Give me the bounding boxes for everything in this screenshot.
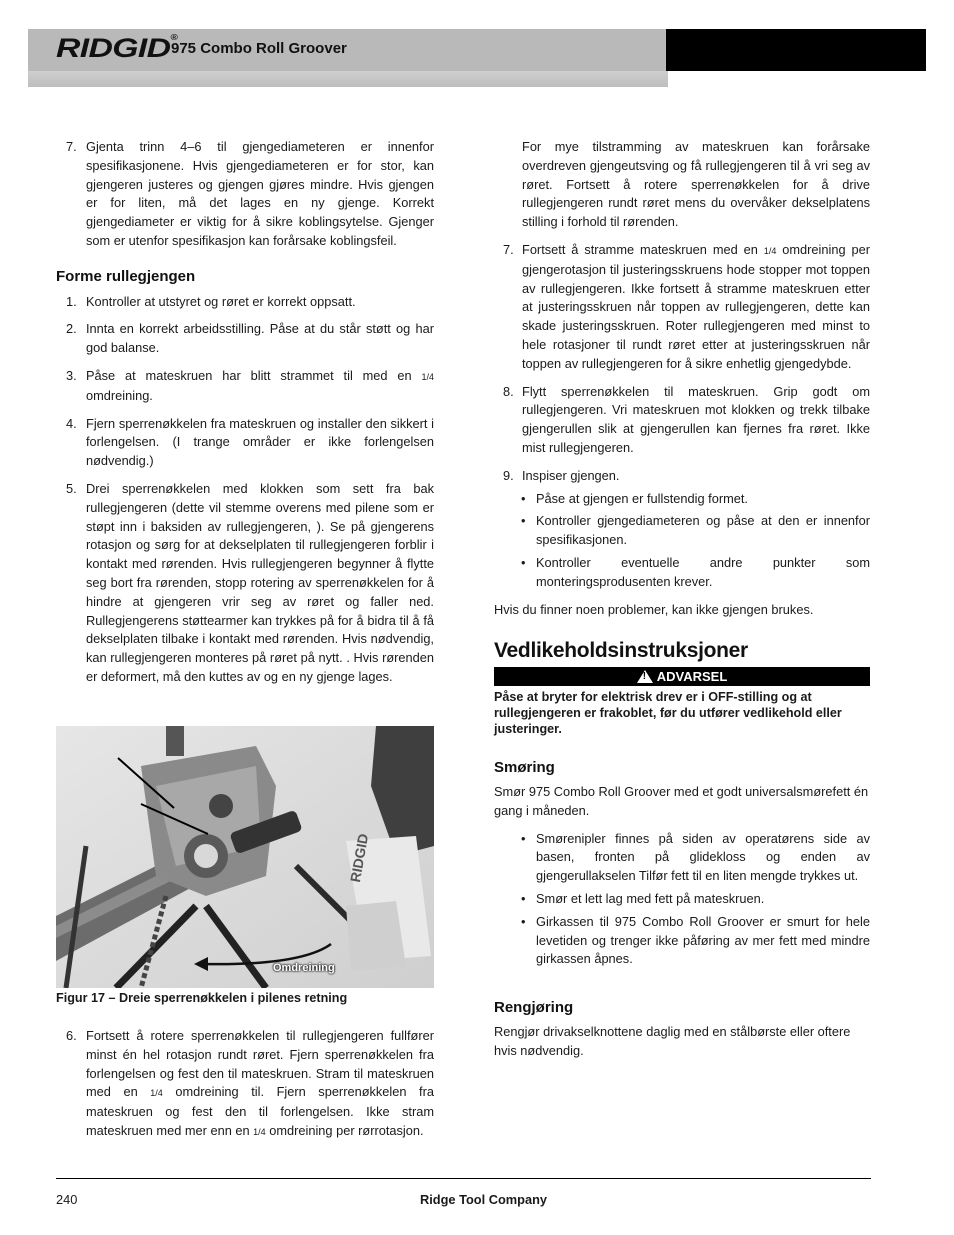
header-black-block — [666, 29, 926, 71]
warning-banner — [494, 667, 870, 686]
step-item: 9. Inspiser gjengen. — [503, 467, 620, 483]
step-item: 3. Påse at mateskruen har blitt strammet til med en 1/4 omdreining. — [66, 367, 434, 403]
step-item: 7. Fortsett å stramme mateskruen med en 1/4 omdreining per gjengerotasjon til justeringsskruens hode stopper mot toppen av rullegjengeren. Ikke fortsett å stramme mateskruen etter at justeringsskruen når toppen av rullegjengeren, dette kan skade justeringsskruen. Roter rullegjengeren med minst to hele rotasjoner til rundt røret etter at justeringsskruen når toppen av rullegjengeren for å sikre enhetlig gjengedybde. — [503, 241, 870, 371]
header-underline — [28, 71, 668, 87]
cleaning-heading: Rengjøring — [494, 999, 574, 1017]
groover-illustration — [56, 726, 434, 988]
step-item: 5. Drei sperrenøkkelen med klokken som sett fra bak rullegjengeren (dette vil stemme overens med pilene som er støpt inn i baksiden av rullegjengeren, ). Se på gjengerens rotasjon og sørg for at dekselplaten til rullegjengeren forblir i kontakt med rørenden. Hvis rullegjengeren begynner å flytte seg bort fra rørenden, stopp rotering av sperrenøkkelen for å hindre at gjengeren vrir seg av røret og faller ned. Rullegjengerens støttearmer kan trykkes på for å bidra til å få dekselplaten tilbake i kontakt med rørenden. Hvis nødvendig, kan rullegjengeren monteres på røret på nytt. . Hvis rørenden er deformert, må den kuttes av og en ny gjenge lages. — [66, 480, 434, 684]
step-item: 7. Gjenta trinn 4–6 til gjengediameteren er innenfor spesifikasjonene. Hvis gjengediameteren er for stor, kan gjengeren justeres og gjengen gjøres mindre. Hvis gjengen er for liten, må det lages en ny gjenge. Korrekt gjengediameter er viktig for å sikre koblingsytelse. Gjenger som er utenfor spesifikasjon kan forårsake koblingsfeil. — [66, 139, 434, 248]
step-text: Fjern sperrenøkkelen fra mateskruen og installer den sikkert i forlengelsen. (I trange områder er ikke forlengelsen nødvendig.) — [86, 415, 434, 469]
bullet-item: • Girkassen til 975 Combo Roll Groover er smurt for hele levetiden og trenger ikke påføring av mer fett med mindre girkassen åpnes. — [521, 913, 870, 967]
step-text: Inspiser gjengen. — [522, 467, 620, 483]
step-text: Innta en korrekt arbeidsstilling. Påse at du står støtt og har god balanse. — [86, 321, 434, 356]
fraction: 1/4 — [421, 371, 434, 382]
left-column-lower — [56, 1027, 434, 1142]
fraction: 1/4 — [253, 1126, 266, 1137]
lubrication-text: Smør 975 Combo Roll Groover med et godt universalsmørefett én gang i måneden. — [494, 783, 869, 818]
warning-triangle-icon: ! — [637, 670, 653, 683]
bullet-item: • Påse at gjengen er fullstendig formet. — [521, 490, 748, 506]
fraction: 1/4 — [763, 245, 777, 256]
cleaning-text: Rengjør drivakselknottene daglig med en stålbørste eller oftere hvis nødvendig. — [494, 1023, 851, 1058]
company-name: Ridge Tool Company — [420, 1192, 548, 1207]
step-text: Kontroller at utstyret og røret er korrekt oppsatt. — [86, 293, 356, 309]
step-item: 4. Fjern sperrenøkkelen fra mateskruen og installer den sikkert i forlengelsen. (I trange områder er ikke forlengelsen nødvendig.) — [66, 415, 434, 469]
step-item: 1. Kontroller at utstyret og røret er korrekt oppsatt. — [66, 293, 356, 309]
bullet-item: • Smørenipler finnes på siden av operatørens side av basen, fronten på glidekloss og enden av gjengerullakselen Tilfør fett til en liten mengde trykkes ut. — [521, 830, 870, 884]
right-column — [494, 138, 870, 1060]
step-item: 6. Fortsett å rotere sperrenøkkelen til rullegjengeren fullfører minst én hel rotasjon rundt røret. Fjern sperrenøkkelen fra forlengelsen og fest den til mateskruen. Stram til mateskruen med en 1/4 omdreining til. Fjern sperrenøkkelen fra mateskruen og fest den til forlengelsen. Ikke stram mateskruen med mer enn en 1/4 omdreining per rørrotasjon. — [66, 1028, 434, 1138]
step-text: Drei sperrenøkkelen med klokken som sett fra bak rullegjengeren (dette vil stemme overens med pilene som er støpt inn i baksiden av rullegjengeren, ). Se på gjengerens rotasjon og sørg for at dekselplaten til rullegjengeren forblir i kontakt med rørenden. Hvis rullegjengeren begynner å flytte seg bort fra rørenden, stopp rotering av sperrenøkkelen for å hindre at gjengeren vrir seg av røret og faller ned. Rullegjengerens støttearmer kan trykkes på for å bidra til å få dekselplaten tilbake i kontakt med rørenden. Hvis nødvendig, kan rullegjengeren monteres på røret på nytt. . Hvis rørenden er deformert, må den kuttes av og en ny gjenge lages. — [86, 480, 434, 684]
page-number: 240 — [56, 1192, 78, 1207]
ridgid-logo: RIDGID® — [56, 33, 178, 63]
step-text: Flytt sperrenøkkelen til mateskruen. Grip godt om rullegjengeren. Vri mateskruen mot klokken og trekk tilbake gjengerullen slik at gjengerullen kan fjernes fra røret. Ikke mist rullegjengeren. — [522, 383, 870, 455]
problem-note: Hvis du finner noen problemer, kan ikke gjengen brukes. — [494, 601, 814, 617]
lubrication-heading: Smøring — [494, 759, 555, 777]
figure-label: Omdreining — [273, 962, 335, 974]
svg-text:RIDGID: RIDGID — [346, 832, 372, 884]
bullet-item: • Smør et lett lag med fett på mateskruen. — [521, 890, 765, 906]
section-heading: Forme rullegjengen — [56, 267, 196, 285]
continued-paragraph: For mye tilstramming av mateskruen kan forårsake overdreven gjengeutsving og få rullegjengeren til å vri seg av røret. Fortsett å rotere sperrenøkkelen for å drive rullegjengeren rundt røret mens du overvåker dekselplatens stilling i forhold til rørenden. — [522, 139, 870, 230]
warning-text: Påse at bryter for elektrisk drev er i OFF-stilling og at rullegjengeren er frakoblet, før du utfører vedlikehold eller justeringer. — [494, 690, 842, 737]
warning-label: ADVARSEL — [656, 669, 728, 685]
fraction: 1/4 — [150, 1088, 163, 1099]
maintenance-heading: Vedlikeholdsinstruksjoner — [494, 639, 748, 663]
step-text: Gjenta trinn 4–6 til gjengediameteren er innenfor spesifikasjonene. Hvis gjengediameteren er for stor, kan gjengeren justeres og gjengen gjøres mindre. Hvis gjengen er for liten, må det lages en ny gjenge. Korrekt gjengediameter er viktig for å sikre koblingsytelse. Gjenger som er utenfor spesifikasjon kan forårsake koblingsfeil. — [86, 139, 434, 248]
step-item: 2. Innta en korrekt arbeidsstilling. Påse at du står støtt og har god balanse. — [66, 321, 434, 356]
bullet-item: • Kontroller eventuelle andre punkter som monteringsprodusenten krever. — [521, 554, 870, 589]
left-column — [56, 138, 434, 687]
document-title: 975 Combo Roll Groover — [171, 40, 347, 57]
figure-caption: Figur 17 – Dreie sperrenøkkelen i pilenes retning — [56, 991, 348, 1005]
step-item: 8. Flytt sperrenøkkelen til mateskruen. Grip godt om rullegjengeren. Vri mateskruen mot klokken og trekk tilbake gjengerullen slik at gjengerullen kan fjernes fra røret. Ikke mist rullegjengeren. — [503, 383, 870, 455]
figure-17-photo — [56, 726, 434, 988]
footer-rule — [56, 1178, 871, 1179]
bullet-item: • Kontroller gjengediameteren og påse at den er innenfor spesifikasjonen. — [521, 513, 870, 548]
